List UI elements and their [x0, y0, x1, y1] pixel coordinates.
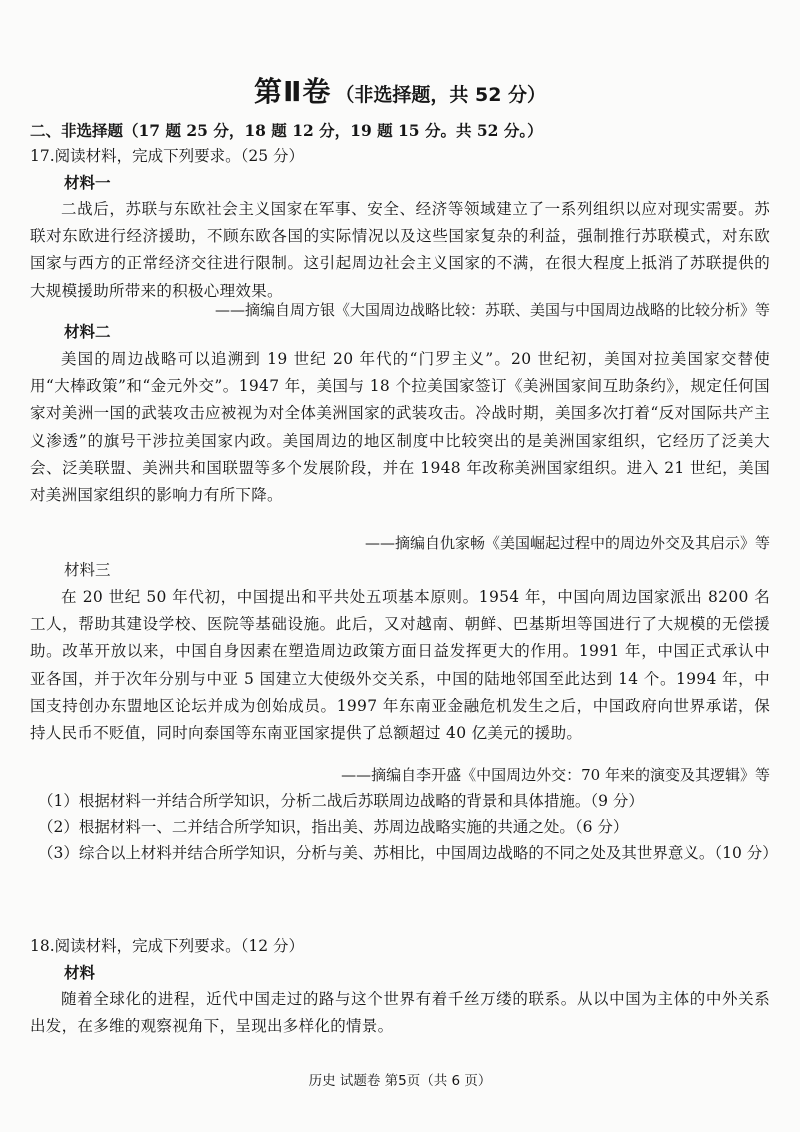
question-17-heading: 17.阅读材料，完成下列要求。（25 分）	[30, 147, 305, 165]
material-2-source: ——摘编自仇家畅《美国崛起过程中的周边外交及其启示》等	[364, 534, 770, 552]
material-1-label: 材料一	[64, 173, 111, 192]
sub-question-2: （2）根据材料一、二并结合所学知识，指出美、苏周边战略实施的共通之处。（6 分）	[38, 818, 629, 836]
material-2-label: 材料二	[64, 322, 111, 341]
section-heading: 二、非选择题（17 题 25 分，18 题 12 分，19 题 15 分。共 52 分。）	[30, 121, 543, 140]
title-main: 第Ⅱ卷	[253, 75, 332, 108]
question-18-heading: 18.阅读材料，完成下列要求。（12 分）	[30, 937, 305, 955]
material-2-text: 美国的周边战略可以追溯到 19 世纪 20 年代的“门罗主义”。20 世纪初，美国对拉美国家交替使用“大棒政策”和“金元外交”。1947 年，美国与 18 个拉美国家签订《美洲国家间互助条约》，规定任何国家对美洲一国的武装攻击应被视为对全体美洲国家的武装攻击。冷战时期，美国多次打着“反对国际共产主义渗透”的旗号干涉拉美国家内政。美国周边的地区制度中比较突出的是美洲国家组织，它经历了泛美大会、泛美联盟、美洲共和国联盟等多个发展阶段，并在 1948 年改称美洲国家组织。进入 21 世纪，美国对美洲国家组织的影响力有所下降。	[30, 350, 770, 505]
material-1-text: 二战后，苏联与东欧社会主义国家在军事、安全、经济等领域建立了一系列组织以应对现实需要。苏联对东欧进行经济援助，不顾东欧各国的实际情况以及这些国家复杂的利益，强制推行苏联模式，对东欧国家与西方的正常经济交往进行限制。这引起周边社会主义国家的不满，在很大程度上抵消了苏联提供的大规模援助所带来的积极心理效果。	[30, 200, 770, 300]
sub-question-3: （3）综合以上材料并结合所学知识，分析与美、苏相比，中国周边战略的不同之处及其世界意义。（10 分）	[38, 844, 778, 862]
material-1-source: ——摘编自周方银《大国周边战略比较：苏联、美国与中国周边战略的比较分析》等	[214, 301, 770, 319]
material-3-text: 在 20 世纪 50 年代初，中国提出和平共处五项基本原则。1954 年，中国向周边国家派出 8200 名工人，帮助其建设学校、医院等基础设施。此后，又对越南、朝鲜、巴基斯坦等国进行了大规模的无偿援助。改革开放以来，中国自身因素在塑造周边政策方面日益发挥更大的作用。1991 年，中国正式承认中亚各国，并于次年分别与中亚 5 国建立大使级外交关系，中国的陆地邻国至此达到 14 个。1994 年，中国支持创办东盟地区论坛并成为创始成员。1997 年东南亚金融危机发生之后，中国政府向世界承诺，保持人民币不贬值，同时向泰国等东南亚国家提供了总额超过 40 亿美元的援助。	[30, 588, 770, 743]
material-3-source: ——摘编自李开盛《中国周边外交：70 年来的演变及其逻辑》等	[341, 766, 770, 784]
title-subtitle: （非选择题，共 52 分）	[335, 84, 547, 106]
material-3-label: 材料三	[64, 561, 111, 579]
page-footer: 历史 试题卷 第5页（共 6 页）	[308, 1073, 492, 1089]
question-18-material-text: 随着全球化的进程，近代中国走过的路与这个世界有着千丝万缕的联系。从以中国为主体的中外关系出发，在多维的观察视角下，呈现出多样化的情景。	[30, 990, 770, 1036]
question-18-material-label: 材料	[64, 963, 96, 982]
page-title	[0, 70, 800, 110]
sub-question-1: （1）根据材料一并结合所学知识，分析二战后苏联周边战略的背景和具体措施。（9 分）	[38, 792, 644, 810]
